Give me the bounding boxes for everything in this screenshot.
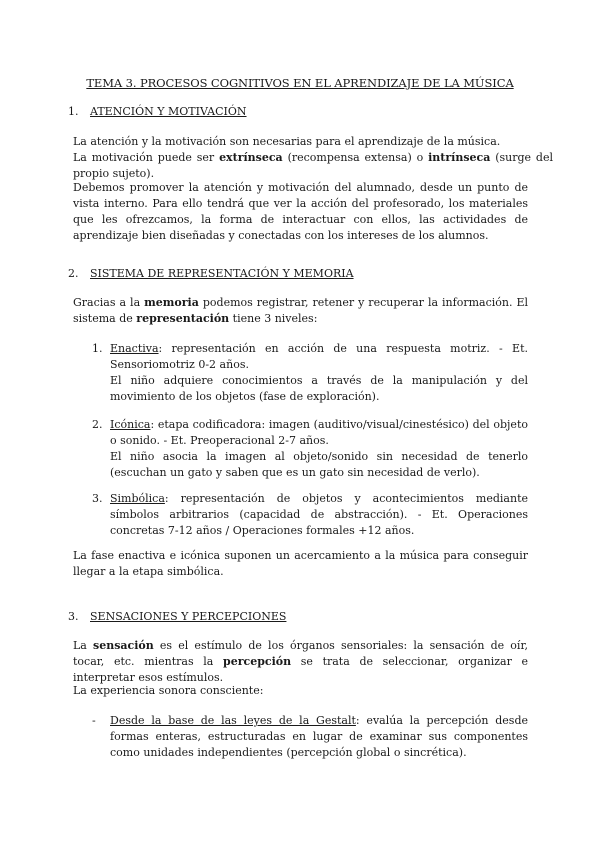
list-item-enactiva: 1. Enactiva: representación en acción de una respuesta motriz. - Et. Sensoriomotriz 0-2 años. El niño adquiere conocimientos a través de la manipulación y del movimiento de los objetos (fase de exploración).: [92, 342, 528, 403]
term-simbolica: Simbólica: [110, 492, 165, 505]
section-1-line-2: La motivación puede ser extrínseca (recompensa extensa) o intrínseca (surge del propio sujeto).: [73, 151, 553, 180]
term-enactiva: Enactiva: [110, 342, 159, 355]
section-1-title: ATENCIÓN Y MOTIVACIÓN: [90, 105, 247, 118]
dash-bullet: -: [92, 714, 96, 727]
term-percepcion: percepción: [223, 655, 292, 668]
document-title: TEMA 3. PROCESOS COGNITIVOS EN EL APRENDIZAJE DE LA MÚSICA: [86, 76, 514, 90]
section-3-paragraph-1: La sensación es el estímulo de los órganos sensoriales: la sensación de oír, tocar, etc. mientras la percepción se trata de seleccionar, organizar e interpretar esos estímulos.: [73, 639, 528, 684]
term-extrinseca: extrínseca: [219, 151, 283, 164]
section-2-title: SISTEMA DE REPRESENTACIÓN Y MEMORIA: [90, 267, 354, 280]
section-1-paragraph-1: [73, 134, 553, 182]
section-1-line-1: La atención y la motivación son necesarias para el aprendizaje de la música.: [73, 135, 501, 148]
section-3-paragraph-2: La experiencia sonora consciente:: [73, 684, 264, 697]
section-3-number: 3.: [68, 610, 79, 623]
section-3-heading: [68, 609, 287, 625]
term-intrinseca: intrínseca: [428, 151, 491, 164]
section-1-number: 1.: [68, 105, 79, 118]
term-memoria: memoria: [144, 296, 199, 309]
section-1-paragraph-2: Debemos promover la atención y motivación del alumnado, desde un punto de vista interno. Para ello tendrá que ver la acción del profesorado, los materiales que les ofrezcamos, la forma de interactuar con ellos, las actividades de aprendizaje bien diseñadas y conectadas con los intereses de los alumnos.: [73, 181, 528, 242]
list-item-iconica: 2. Icónica: etapa codificadora: imagen (auditivo/visual/cinestésico) del objeto o sonido. - Et. Preoperacional 2-7 años. El niño asocia la imagen al objeto/sonido sin necesidad de tenerlo (escuchan un gato y saben que es un gato sin necesidad de verlo).: [92, 418, 528, 479]
bullet-item-gestalt: - Desde la base de las leyes de la Gestalt: evalúa la percepción desde formas enteras, estructuradas en lugar de examinar sus componentes como unidades independientes (percepción global o sincrética).: [92, 714, 529, 759]
section-2-closing: La fase enactiva e icónica suponen un acercamiento a la música para conseguir llegar a la etapa simbólica.: [73, 549, 528, 578]
section-3-title: SENSACIONES Y PERCEPCIONES: [90, 610, 287, 623]
term-iconica: Icónica: [110, 418, 151, 431]
section-2-number: 2.: [68, 267, 79, 280]
term-representacion: representación: [136, 312, 230, 325]
term-gestalt: Desde la base de las leyes de la Gestalt: [110, 714, 356, 727]
section-2-heading: [68, 266, 354, 282]
section-1-heading: [68, 104, 247, 120]
term-sensacion: sensación: [93, 639, 154, 652]
list-item-simbolica: 3. Simbólica: representación de objetos y acontecimientos mediante símbolos arbitrarios (capacidad de abstracción). - Et. Operaciones concretas 7-12 años / Operaciones formales +12 años.: [92, 492, 528, 537]
section-2-intro: Gracias a la memoria podemos registrar, retener y recuperar la información. El sistema de representación tiene 3 niveles:: [73, 296, 529, 325]
